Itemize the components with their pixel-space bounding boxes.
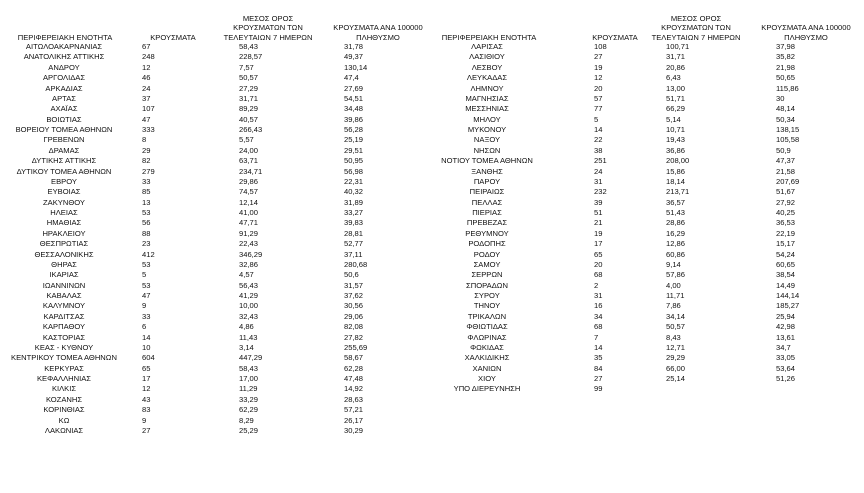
cases-value: 83 xyxy=(142,405,151,415)
avg7-value: 74,57 xyxy=(239,187,259,197)
cases-value: 34 xyxy=(594,311,603,321)
avg7-value: 63,71 xyxy=(239,156,259,166)
avg7-value: 17,00 xyxy=(239,374,259,383)
region-name: ΑΝΔΡΟΥ xyxy=(48,62,80,72)
region-name: ΜΥΚΟΝΟΥ xyxy=(467,125,507,134)
per100k-value: 31,89 xyxy=(344,197,364,207)
per100k-value: 49,37 xyxy=(344,52,364,62)
per100k-value: 185,27 xyxy=(776,301,800,311)
cases-value: 33 xyxy=(142,311,151,321)
cases-value: 57 xyxy=(594,93,603,103)
cases-value: 47 xyxy=(142,291,151,300)
avg7-value: 41,29 xyxy=(239,291,259,300)
avg7-value: 31,71 xyxy=(239,93,259,103)
cases-value: 9 xyxy=(142,301,147,311)
avg7-value: 13,00 xyxy=(666,83,686,93)
region-name: ΧΙΟΥ xyxy=(478,374,496,383)
per100k-value: 22,31 xyxy=(344,176,364,186)
region-name: ΡΟΔΟΥ xyxy=(473,249,501,259)
cases-value: 7 xyxy=(594,332,599,342)
cases-value: 24 xyxy=(594,166,603,176)
cases-value: 20 xyxy=(594,259,603,269)
cases-value: 53 xyxy=(142,208,151,217)
region-name: ΚΟΡΙΝΘΙΑΣ xyxy=(43,405,85,415)
avg7-value: 12,71 xyxy=(666,342,686,352)
avg7-value: 29,86 xyxy=(239,176,259,186)
header-avg7: ΜΕΣΟΣ ΟΡΟΣ ΚΡΟΥΣΜΑΤΩΝ ΤΩΝ ΤΕΛΕΥΤΑΙΩΝ 7 ΗΜΕΡΩΝ xyxy=(651,13,741,42)
per100k-value: 33,27 xyxy=(344,208,364,217)
per100k-value: 50,9 xyxy=(776,145,791,155)
per100k-value: 14,92 xyxy=(344,384,364,394)
region-name: ΚΕΝΤΡΙΚΟΥ ΤΟΜΕΑ ΑΘΗΝΩΝ xyxy=(11,353,117,363)
per100k-value: 30,29 xyxy=(344,425,364,435)
per100k-value: 51,67 xyxy=(776,187,796,197)
per100k-value: 50,65 xyxy=(776,73,796,83)
region-name: ΜΑΓΝΗΣΙΑΣ xyxy=(465,93,509,103)
cases-value: 279 xyxy=(142,166,155,176)
region-name: ΚΕΑΣ - ΚΥΘΝΟΥ xyxy=(34,342,94,352)
avg7-value: 3,14 xyxy=(239,342,254,352)
per100k-value: 50,6 xyxy=(344,270,359,280)
region-name: ΛΗΜΝΟΥ xyxy=(470,83,504,93)
header-cases: ΚΡΟΥΣΜΑΤΑ xyxy=(150,32,196,42)
avg7-value: 62,29 xyxy=(239,405,259,415)
avg7-value: 4,86 xyxy=(239,322,254,332)
per100k-value: 60,65 xyxy=(776,259,796,269)
region-name: ΚΑΒΑΛΑΣ xyxy=(46,291,82,300)
per100k-value: 29,06 xyxy=(344,311,364,321)
header-avg7: ΜΕΣΟΣ ΟΡΟΣ ΚΡΟΥΣΜΑΤΩΝ ΤΩΝ ΤΕΛΕΥΤΑΙΩΝ 7 ΗΜΕΡΩΝ xyxy=(223,13,313,42)
per100k-value: 39,86 xyxy=(344,114,364,124)
avg7-value: 7,57 xyxy=(239,62,254,72)
region-name: ΓΡΕΒΕΝΩΝ xyxy=(43,135,85,145)
region-name: ΔΥΤΙΚΗΣ ΑΤΤΙΚΗΣ xyxy=(31,156,97,166)
avg7-value: 18,14 xyxy=(666,176,686,186)
cases-value: 19 xyxy=(594,228,603,238)
region-name: ΝΗΣΩΝ xyxy=(473,145,501,155)
cases-value: 68 xyxy=(594,322,603,332)
avg7-value: 11,71 xyxy=(666,291,685,300)
cases-value: 14 xyxy=(594,125,603,134)
cases-value: 232 xyxy=(594,187,607,197)
cases-value: 108 xyxy=(594,42,607,51)
avg7-value: 11,43 xyxy=(239,332,258,342)
region-name: ΝΟΤΙΟΥ ΤΟΜΕΑ ΑΘΗΝΩΝ xyxy=(441,156,533,166)
per100k-value: 27,92 xyxy=(776,197,796,207)
region-name: ΠΑΡΟΥ xyxy=(473,176,501,186)
per100k-value: 37,62 xyxy=(344,291,364,300)
per100k-value: 138,15 xyxy=(776,125,800,134)
per100k-value: 51,26 xyxy=(776,374,796,383)
avg7-value: 32,86 xyxy=(239,259,259,269)
avg7-value: 66,29 xyxy=(666,104,686,114)
cases-value: 13 xyxy=(142,197,151,207)
cases-value: 251 xyxy=(594,156,607,166)
per100k-value: 62,28 xyxy=(344,363,364,373)
region-name: ΖΑΚΥΝΘΟΥ xyxy=(43,197,85,207)
region-name: ΕΒΡΟΥ xyxy=(51,176,77,186)
avg7-value: 41,00 xyxy=(239,208,259,217)
cases-value: 53 xyxy=(142,280,151,290)
cases-value: 67 xyxy=(142,42,151,51)
avg7-value: 27,29 xyxy=(239,83,259,93)
region-name: ΛΑΡΙΣΑΣ xyxy=(471,42,503,51)
region-name: ΗΛΕΙΑΣ xyxy=(50,208,78,217)
region-name: ΤΡΙΚΑΛΩΝ xyxy=(467,311,507,321)
avg7-value: 346,29 xyxy=(239,249,263,259)
region-name: ΙΚΑΡΙΑΣ xyxy=(49,270,79,280)
header-region: ΠΕΡΙΦΕΡΕΙΑΚΗ ΕΝΟΤΗΤΑ xyxy=(17,32,113,42)
avg7-value: 57,86 xyxy=(666,270,686,280)
avg7-value: 29,29 xyxy=(666,353,686,363)
avg7-value: 50,57 xyxy=(666,322,686,332)
avg7-value: 15,86 xyxy=(666,166,686,176)
region-name: ΘΕΣΠΡΩΤΙΑΣ xyxy=(39,239,89,249)
region-name: ΘΕΣΣΑΛΟΝΙΚΗΣ xyxy=(34,249,94,259)
region-name: ΥΠΟ ΔΙΕΡΕΥΝΗΣΗ xyxy=(453,384,521,394)
region-name: ΑΙΤΩΛΟΑΚΑΡΝΑΝΙΑΣ xyxy=(25,42,103,51)
cases-value: 33 xyxy=(142,176,151,186)
per100k-value: 50,34 xyxy=(776,114,796,124)
avg7-value: 100,71 xyxy=(666,42,690,51)
cases-value: 27 xyxy=(594,374,603,383)
avg7-value: 51,43 xyxy=(666,208,686,217)
region-name: ΛΑΣΙΘΙΟΥ xyxy=(469,52,505,62)
region-name: ΚΟΖΑΝΗΣ xyxy=(45,394,83,404)
per100k-value: 21,98 xyxy=(776,62,796,72)
avg7-value: 266,43 xyxy=(239,125,263,134)
avg7-value: 234,71 xyxy=(239,166,263,176)
cases-value: 412 xyxy=(142,249,155,259)
per100k-value: 14,49 xyxy=(776,280,796,290)
region-name: ΤΗΝΟΥ xyxy=(473,301,501,311)
region-name: ΠΡΕΒΕΖΑΣ xyxy=(466,218,508,228)
region-name: ΑΡΤΑΣ xyxy=(52,93,76,103)
avg7-value: 25,14 xyxy=(666,374,686,383)
region-name: ΦΩΚΙΔΑΣ xyxy=(470,342,504,352)
cases-value: 84 xyxy=(594,363,603,373)
cases-value: 99 xyxy=(594,384,603,394)
cases-value: 37 xyxy=(142,93,151,103)
cases-value: 9 xyxy=(142,415,147,425)
avg7-value: 34,14 xyxy=(666,311,686,321)
per100k-value: 52,77 xyxy=(344,239,364,249)
region-name: ΣΠΟΡΑΔΩΝ xyxy=(466,280,508,290)
avg7-value: 8,43 xyxy=(666,332,681,342)
region-name: ΜΗΛΟΥ xyxy=(473,114,501,124)
cases-value: 604 xyxy=(142,353,155,363)
avg7-value: 33,29 xyxy=(239,394,259,404)
avg7-value: 4,00 xyxy=(666,280,681,290)
header-per100k: ΚΡΟΥΣΜΑΤΑ ΑΝΑ 100000 ΠΛΗΘΥΣΜΟ xyxy=(761,23,851,42)
per100k-value: 42,98 xyxy=(776,322,796,332)
avg7-value: 24,00 xyxy=(239,145,259,155)
region-name: ΗΜΑΘΙΑΣ xyxy=(46,218,82,228)
region-name: ΘΗΡΑΣ xyxy=(51,259,77,269)
avg7-value: 9,14 xyxy=(666,259,681,269)
per100k-value: 50,95 xyxy=(344,156,364,166)
cases-value: 77 xyxy=(594,104,603,114)
per100k-value: 15,17 xyxy=(776,239,796,249)
cases-value: 46 xyxy=(142,73,151,83)
avg7-value: 4,57 xyxy=(239,270,254,280)
cases-value: 24 xyxy=(142,83,151,93)
avg7-value: 19,43 xyxy=(666,135,686,145)
cases-value: 5 xyxy=(142,270,147,280)
cases-value: 12 xyxy=(594,73,603,83)
avg7-value: 213,71 xyxy=(666,187,690,197)
avg7-value: 58,43 xyxy=(239,363,259,373)
avg7-value: 447,29 xyxy=(239,353,263,363)
avg7-value: 22,43 xyxy=(239,239,259,249)
cases-value: 14 xyxy=(594,342,603,352)
avg7-value: 89,29 xyxy=(239,104,259,114)
per100k-value: 34,7 xyxy=(776,342,791,352)
avg7-value: 12,14 xyxy=(239,197,259,207)
region-name: ΔΥΤΙΚΟΥ ΤΟΜΕΑ ΑΘΗΝΩΝ xyxy=(16,166,112,176)
avg7-value: 60,86 xyxy=(666,249,686,259)
region-name: ΚΙΛΚΙΣ xyxy=(51,384,77,394)
per100k-value: 27,69 xyxy=(344,83,364,93)
avg7-value: 208,00 xyxy=(666,156,690,166)
per100k-value: 130,14 xyxy=(344,62,368,72)
cases-value: 19 xyxy=(594,62,603,72)
per100k-value: 27,82 xyxy=(344,332,364,342)
cases-value: 14 xyxy=(142,332,151,342)
region-name: ΔΡΑΜΑΣ xyxy=(48,145,80,155)
avg7-value: 6,43 xyxy=(666,73,681,83)
region-name: ΗΡΑΚΛΕΙΟΥ xyxy=(42,228,86,238)
region-name: ΑΡΓΟΛΙΔΑΣ xyxy=(42,73,86,83)
avg7-value: 20,86 xyxy=(666,62,686,72)
cases-value: 16 xyxy=(594,301,603,311)
header-per100k: ΚΡΟΥΣΜΑΤΑ ΑΝΑ 100000 ΠΛΗΘΥΣΜΟ xyxy=(333,23,423,42)
per100k-value: 58,67 xyxy=(344,353,364,363)
cases-value: 65 xyxy=(594,249,603,259)
region-name: ΡΕΘΥΜΝΟΥ xyxy=(465,228,509,238)
cases-value: 107 xyxy=(142,104,155,114)
per100k-value: 105,58 xyxy=(776,135,800,145)
region-name: ΚΑΡΠΑΘΟΥ xyxy=(42,322,86,332)
region-name: ΒΟΙΩΤΙΑΣ xyxy=(46,114,82,124)
region-name: ΑΧΑΪΑΣ xyxy=(50,104,78,114)
cases-value: 22 xyxy=(594,135,603,145)
avg7-value: 40,57 xyxy=(239,114,259,124)
avg7-value: 5,14 xyxy=(666,114,681,124)
per100k-value: 36,53 xyxy=(776,218,796,228)
avg7-value: 10,00 xyxy=(239,301,259,311)
avg7-value: 31,71 xyxy=(666,52,686,62)
region-name: ΠΙΕΡΙΑΣ xyxy=(472,208,502,217)
per100k-value: 30 xyxy=(776,93,785,103)
cases-value: 248 xyxy=(142,52,155,62)
per100k-value: 28,81 xyxy=(344,228,364,238)
avg7-value: 36,86 xyxy=(666,145,686,155)
per100k-value: 22,19 xyxy=(776,228,796,238)
per100k-value: 47,4 xyxy=(344,73,359,83)
avg7-value: 5,57 xyxy=(239,135,254,145)
region-name: ΚΑΣΤΟΡΙΑΣ xyxy=(42,332,86,342)
cases-value: 65 xyxy=(142,363,151,373)
per100k-value: 28,63 xyxy=(344,394,364,404)
per100k-value: 25,94 xyxy=(776,311,796,321)
cases-value: 31 xyxy=(594,291,603,300)
per100k-value: 82,08 xyxy=(344,322,364,332)
per100k-value: 57,21 xyxy=(344,405,364,415)
avg7-value: 28,86 xyxy=(666,218,686,228)
region-name: ΚΕΡΚΥΡΑΣ xyxy=(44,363,84,373)
avg7-value: 58,43 xyxy=(239,42,259,51)
region-name: ΡΟΔΟΠΗΣ xyxy=(468,239,506,249)
region-name: ΧΑΝΙΩΝ xyxy=(472,363,502,373)
region-name: ΕΥΒΟΙΑΣ xyxy=(47,187,81,197)
region-name: ΑΝΑΤΟΛΙΚΗΣ ΑΤΤΙΚΗΣ xyxy=(23,52,105,62)
avg7-value: 66,00 xyxy=(666,363,686,373)
cases-value: 35 xyxy=(594,353,603,363)
avg7-value: 228,57 xyxy=(239,52,263,62)
cases-value: 8 xyxy=(142,135,147,145)
cases-value: 17 xyxy=(142,374,151,383)
region-name: ΜΕΣΣΗΝΙΑΣ xyxy=(465,104,509,114)
per100k-value: 54,51 xyxy=(344,93,364,103)
per100k-value: 38,54 xyxy=(776,270,796,280)
per100k-value: 47,37 xyxy=(776,156,796,166)
per100k-value: 37,11 xyxy=(344,249,363,259)
per100k-value: 54,24 xyxy=(776,249,796,259)
cases-value: 2 xyxy=(594,280,599,290)
per100k-value: 56,98 xyxy=(344,166,364,176)
cases-value: 6 xyxy=(142,322,147,332)
cases-value: 21 xyxy=(594,218,603,228)
cases-value: 56 xyxy=(142,218,151,228)
avg7-value: 51,71 xyxy=(666,93,686,103)
cases-value: 88 xyxy=(142,228,151,238)
cases-value: 51 xyxy=(594,208,603,217)
avg7-value: 10,71 xyxy=(666,125,686,134)
region-name: ΙΩΑΝΝΙΝΩΝ xyxy=(42,280,86,290)
per100k-value: 40,25 xyxy=(776,208,796,217)
per100k-value: 35,82 xyxy=(776,52,796,62)
avg7-value: 56,43 xyxy=(239,280,259,290)
region-name: ΠΕΛΛΑΣ xyxy=(471,197,503,207)
per100k-value: 48,14 xyxy=(776,104,796,114)
avg7-value: 11,29 xyxy=(239,384,258,394)
avg7-value: 47,71 xyxy=(239,218,259,228)
cases-value: 82 xyxy=(142,156,151,166)
cases-value: 39 xyxy=(594,197,603,207)
per100k-value: 13,61 xyxy=(776,332,796,342)
cases-value: 333 xyxy=(142,125,155,134)
avg7-value: 25,29 xyxy=(239,425,259,435)
header-cases: ΚΡΟΥΣΜΑΤΑ xyxy=(592,32,638,42)
cases-value: 12 xyxy=(142,62,151,72)
region-name: ΧΑΛΚΙΔΙΚΗΣ xyxy=(464,353,510,363)
per100k-value: 26,17 xyxy=(344,415,364,425)
cases-value: 29 xyxy=(142,145,151,155)
region-name: ΞΑΝΘΗΣ xyxy=(471,166,503,176)
avg7-value: 7,86 xyxy=(666,301,681,311)
cases-value: 23 xyxy=(142,239,151,249)
per100k-value: 144,14 xyxy=(776,291,800,300)
cases-value: 10 xyxy=(142,342,151,352)
region-name: ΦΘΙΩΤΙΔΑΣ xyxy=(466,322,508,332)
per100k-value: 33,05 xyxy=(776,353,796,363)
cases-value: 53 xyxy=(142,259,151,269)
cases-value: 68 xyxy=(594,270,603,280)
cases-value: 17 xyxy=(594,239,603,249)
avg7-value: 50,57 xyxy=(239,73,259,83)
region-name: ΛΑΚΩΝΙΑΣ xyxy=(44,425,84,435)
per100k-value: 37,98 xyxy=(776,42,796,51)
per100k-value: 25,19 xyxy=(344,135,364,145)
cases-value: 38 xyxy=(594,145,603,155)
region-name: ΝΑΞΟΥ xyxy=(473,135,501,145)
cases-value: 27 xyxy=(594,52,603,62)
per100k-value: 115,86 xyxy=(776,83,799,93)
per100k-value: 40,32 xyxy=(344,187,364,197)
per100k-value: 34,48 xyxy=(344,104,364,114)
avg7-value: 36,57 xyxy=(666,197,686,207)
cases-value: 85 xyxy=(142,187,151,197)
region-name: ΦΛΩΡΙΝΑΣ xyxy=(467,332,507,342)
region-name: ΣΥΡΟΥ xyxy=(474,291,500,300)
region-name: ΠΕΙΡΑΙΩΣ xyxy=(469,187,505,197)
region-name: ΛΕΥΚΑΔΑΣ xyxy=(466,73,508,83)
region-name: ΚΑΡΔΙΤΣΑΣ xyxy=(43,311,85,321)
cases-value: 5 xyxy=(594,114,599,124)
region-name: ΑΡΚΑΔΙΑΣ xyxy=(45,83,83,93)
per100k-value: 29,51 xyxy=(344,145,364,155)
avg7-value: 16,29 xyxy=(666,228,686,238)
region-name: ΛΕΣΒΟΥ xyxy=(471,62,503,72)
header-region: ΠΕΡΙΦΕΡΕΙΑΚΗ ΕΝΟΤΗΤΑ xyxy=(441,32,537,42)
avg7-value: 8,29 xyxy=(239,415,254,425)
region-name: ΚΩ xyxy=(58,415,70,425)
cases-value: 20 xyxy=(594,83,603,93)
per100k-value: 47,48 xyxy=(344,374,364,383)
per100k-value: 30,56 xyxy=(344,301,364,311)
per100k-value: 255,69 xyxy=(344,342,368,352)
avg7-value: 91,29 xyxy=(239,228,259,238)
per100k-value: 21,58 xyxy=(776,166,796,176)
per100k-value: 39,83 xyxy=(344,218,364,228)
region-name: ΚΕΦΑΛΛΗΝΙΑΣ xyxy=(36,374,92,383)
cases-value: 12 xyxy=(142,384,151,394)
per100k-value: 31,57 xyxy=(344,280,364,290)
cases-value: 43 xyxy=(142,394,151,404)
region-name: ΣΑΜΟΥ xyxy=(473,259,501,269)
per100k-value: 207,69 xyxy=(776,176,800,186)
region-name: ΒΟΡΕΙΟΥ ΤΟΜΕΑ ΑΘΗΝΩΝ xyxy=(15,125,113,134)
avg7-value: 12,86 xyxy=(666,239,686,249)
avg7-value: 32,43 xyxy=(239,311,259,321)
per100k-value: 280,68 xyxy=(344,259,368,269)
cases-value: 31 xyxy=(594,176,603,186)
region-name: ΣΕΡΡΩΝ xyxy=(471,270,503,280)
per100k-value: 56,28 xyxy=(344,125,364,134)
per100k-value: 31,78 xyxy=(344,42,364,51)
cases-value: 27 xyxy=(142,425,151,435)
region-name: ΚΑΛΥΜΝΟΥ xyxy=(42,301,86,311)
per100k-value: 53,64 xyxy=(776,363,796,373)
cases-value: 47 xyxy=(142,114,151,124)
